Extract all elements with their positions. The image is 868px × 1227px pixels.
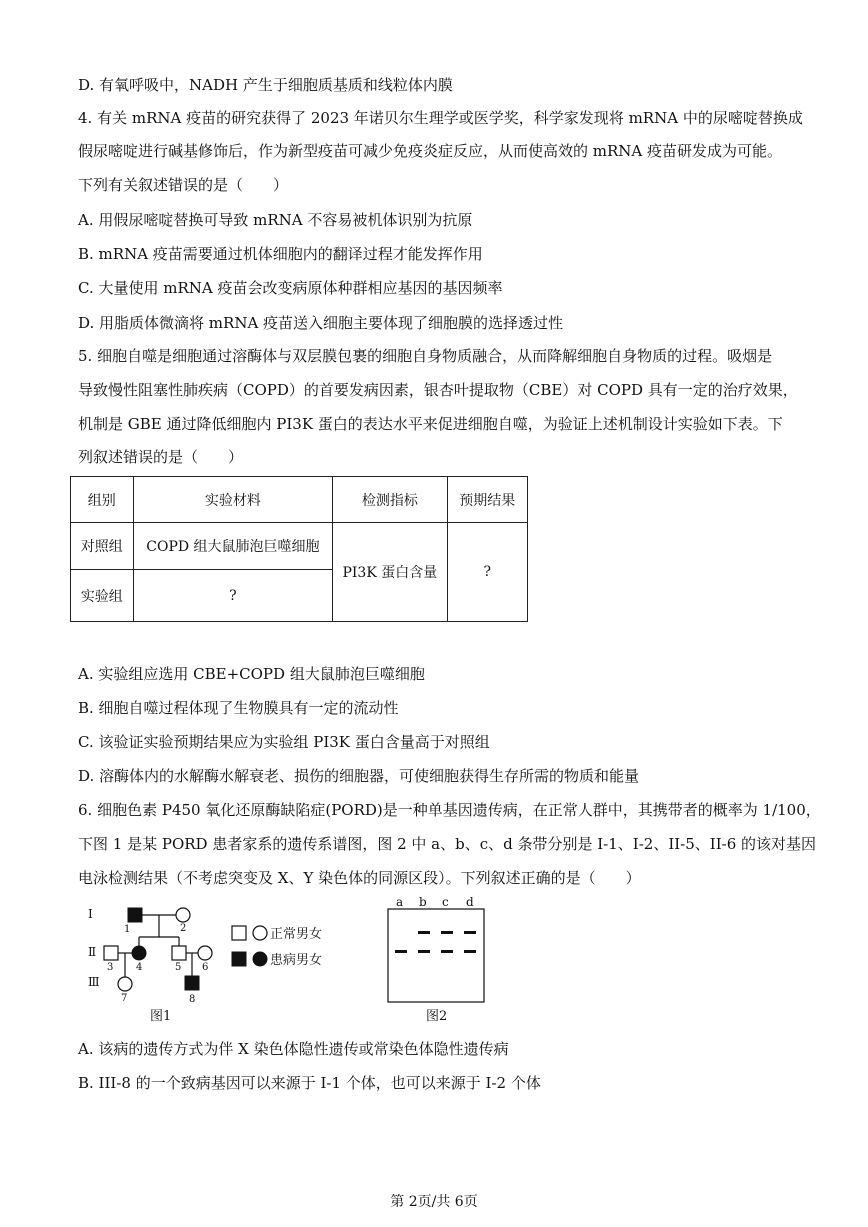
lane-label-d: d [466,895,474,909]
q5-option-a: A. 实验组应选用 CBE+COPD 组大鼠肺泡巨噬细胞 [78,665,425,683]
lane-label-a: a [396,895,404,909]
header-expected: 预期结果 [447,477,527,523]
lane-label-b: b [419,895,427,909]
gel-frame [388,909,484,1002]
generation-label-1: I [88,907,93,921]
electrophoresis-figure [384,893,494,1028]
band-b-lower [418,950,430,953]
q5-stem-line-3: 机制是 GBE 通过降低细胞内 PI3K 蛋白的表达水平来促进细胞自噬，为验证上述机制设计实验如下表。下 [78,415,783,433]
individual-II-4-affected-female [132,946,146,960]
q4-option-c: C. 大量使用 mRNA 疫苗会改变病原体种群相应基因的基因频率 [78,279,503,297]
label-7: 7 [121,993,128,1004]
label-3: 3 [107,962,114,973]
q5-option-d: D. 溶酶体内的水解酶水解衰老、损伤的细胞器，可使细胞获得生存所需的物质和能量 [78,767,640,785]
q6-option-a: A. 该病的遗传方式为伴 X 染色体隐性遗传或常染色体隐性遗传病 [78,1040,509,1058]
individual-I-1-affected-male [128,908,142,922]
q4-stem-line-2: 假尿嘧啶进行碱基修饰后，作为新型疫苗可减少免疫炎症反应，从而使高效的 mRNA 疫苗研发成为可能。 [78,142,783,160]
table-header-row [71,477,528,523]
lane-label-c: c [442,895,449,909]
q6-option-b: B. III-8 的一个致病基因可以来源于 I-1 个体，也可以来源于 I-2 个体 [78,1074,541,1092]
individual-III-8-affected-male [185,976,199,990]
q4-option-a: A. 用假尿嘧啶替换可导致 mRNA 不容易被机体识别为抗原 [78,211,473,229]
legend-affected-female-icon [253,952,267,966]
label-4: 4 [136,962,143,973]
legend-normal-male-icon [232,926,246,940]
q4-option-b: B. mRNA 疫苗需要通过机体细胞内的翻译过程才能发挥作用 [78,245,483,263]
label-6: 6 [202,962,209,973]
q6-stem-line-3: 电泳检测结果（不考虑突变及 X、Y 染色体的同源区段）。下列叙述正确的是（ ） [78,869,641,887]
pedigree-figure [84,898,344,1028]
cell-indicator: PI3K 蛋白含量 [333,523,447,622]
q5-stem-line-4: 列叙述错误的是（ ） [78,448,244,466]
generation-label-2: Ⅱ [88,945,97,959]
q5-option-b: B. 细胞自噬过程体现了生物膜具有一定的流动性 [78,699,399,717]
cell-expected: ? [447,523,527,622]
label-5: 5 [175,962,182,973]
individual-II-6-normal-female [198,946,212,960]
legend-normal-label: 正常男女 [270,927,323,942]
cell-control-group: 对照组 [71,523,134,570]
legend-normal-female-icon [253,926,267,940]
q6-stem-line-1: 6. 细胞色素 P450 氧化还原酶缺陷症(PORD)是一种单基因遗传病，在正常人群中，其携带者的概率为 1/100， [78,801,821,819]
header-material: 实验材料 [133,477,333,523]
generation-label-3: Ⅲ [88,975,100,989]
q5-option-c: C. 该验证实验预期结果应为实验组 PI3K 蛋白含量高于对照组 [78,733,490,751]
q5-stem-line-2: 导致慢性阻塞性肺疾病（COPD）的首要发病因素，银杏叶提取物（CBE）对 COPD 具有一定的治疗效果， [78,381,798,399]
band-b-upper [418,931,430,934]
individual-II-5-normal-male [172,946,186,960]
q3-option-d: D. 有氧呼吸中，NADH 产生于细胞质基质和线粒体内膜 [78,76,453,94]
q4-stem-line-1: 4. 有关 mRNA 疫苗的研究获得了 2023 年诺贝尔生理学或医学奖，科学家发现将 mRNA 中的尿嘧啶替换成 [78,109,803,127]
label-1: 1 [124,924,131,935]
q4-stem-line-3: 下列有关叙述错误的是（ ） [78,176,289,194]
fig1-caption: 图1 [150,1009,172,1024]
legend-affected-label: 患病男女 [270,953,323,968]
legend-affected-male-icon [232,952,246,966]
q6-stem-line-2: 下图 1 是某 PORD 患者家系的遗传系谱图，图 2 中 a、b、c、d 条带分别是 I-1、I-2、II-5、II-6 的该对基因 [78,835,817,853]
band-a-lower [395,950,407,953]
cell-control-material: COPD 组大鼠肺泡巨噬细胞 [133,523,333,570]
q5-stem-line-1: 5. 细胞自噬是细胞通过溶酶体与双层膜包裹的细胞自身物质融合，从而降解细胞自身物质的过程。吸烟是 [78,347,773,365]
band-d-lower [464,950,476,953]
table-row-control [71,523,528,570]
page-footer: 第 2页/共 6页 [390,1194,478,1210]
label-8: 8 [189,994,196,1005]
band-c-upper [441,931,453,934]
band-d-upper [464,931,476,934]
individual-III-7-normal-female [118,977,132,991]
experiment-table [70,476,528,622]
header-group: 组别 [71,477,134,523]
cell-experimental-material: ? [133,570,333,622]
fig2-caption: 图2 [426,1009,448,1024]
cell-experimental-group: 实验组 [71,570,134,622]
label-2: 2 [180,923,187,934]
band-c-lower [441,950,453,953]
header-indicator: 检测指标 [333,477,447,523]
q4-option-d: D. 用脂质体微滴将 mRNA 疫苗送入细胞主要体现了细胞膜的选择透过性 [78,314,564,332]
individual-II-3-normal-male [104,946,118,960]
individual-I-2-normal-female [176,908,190,922]
